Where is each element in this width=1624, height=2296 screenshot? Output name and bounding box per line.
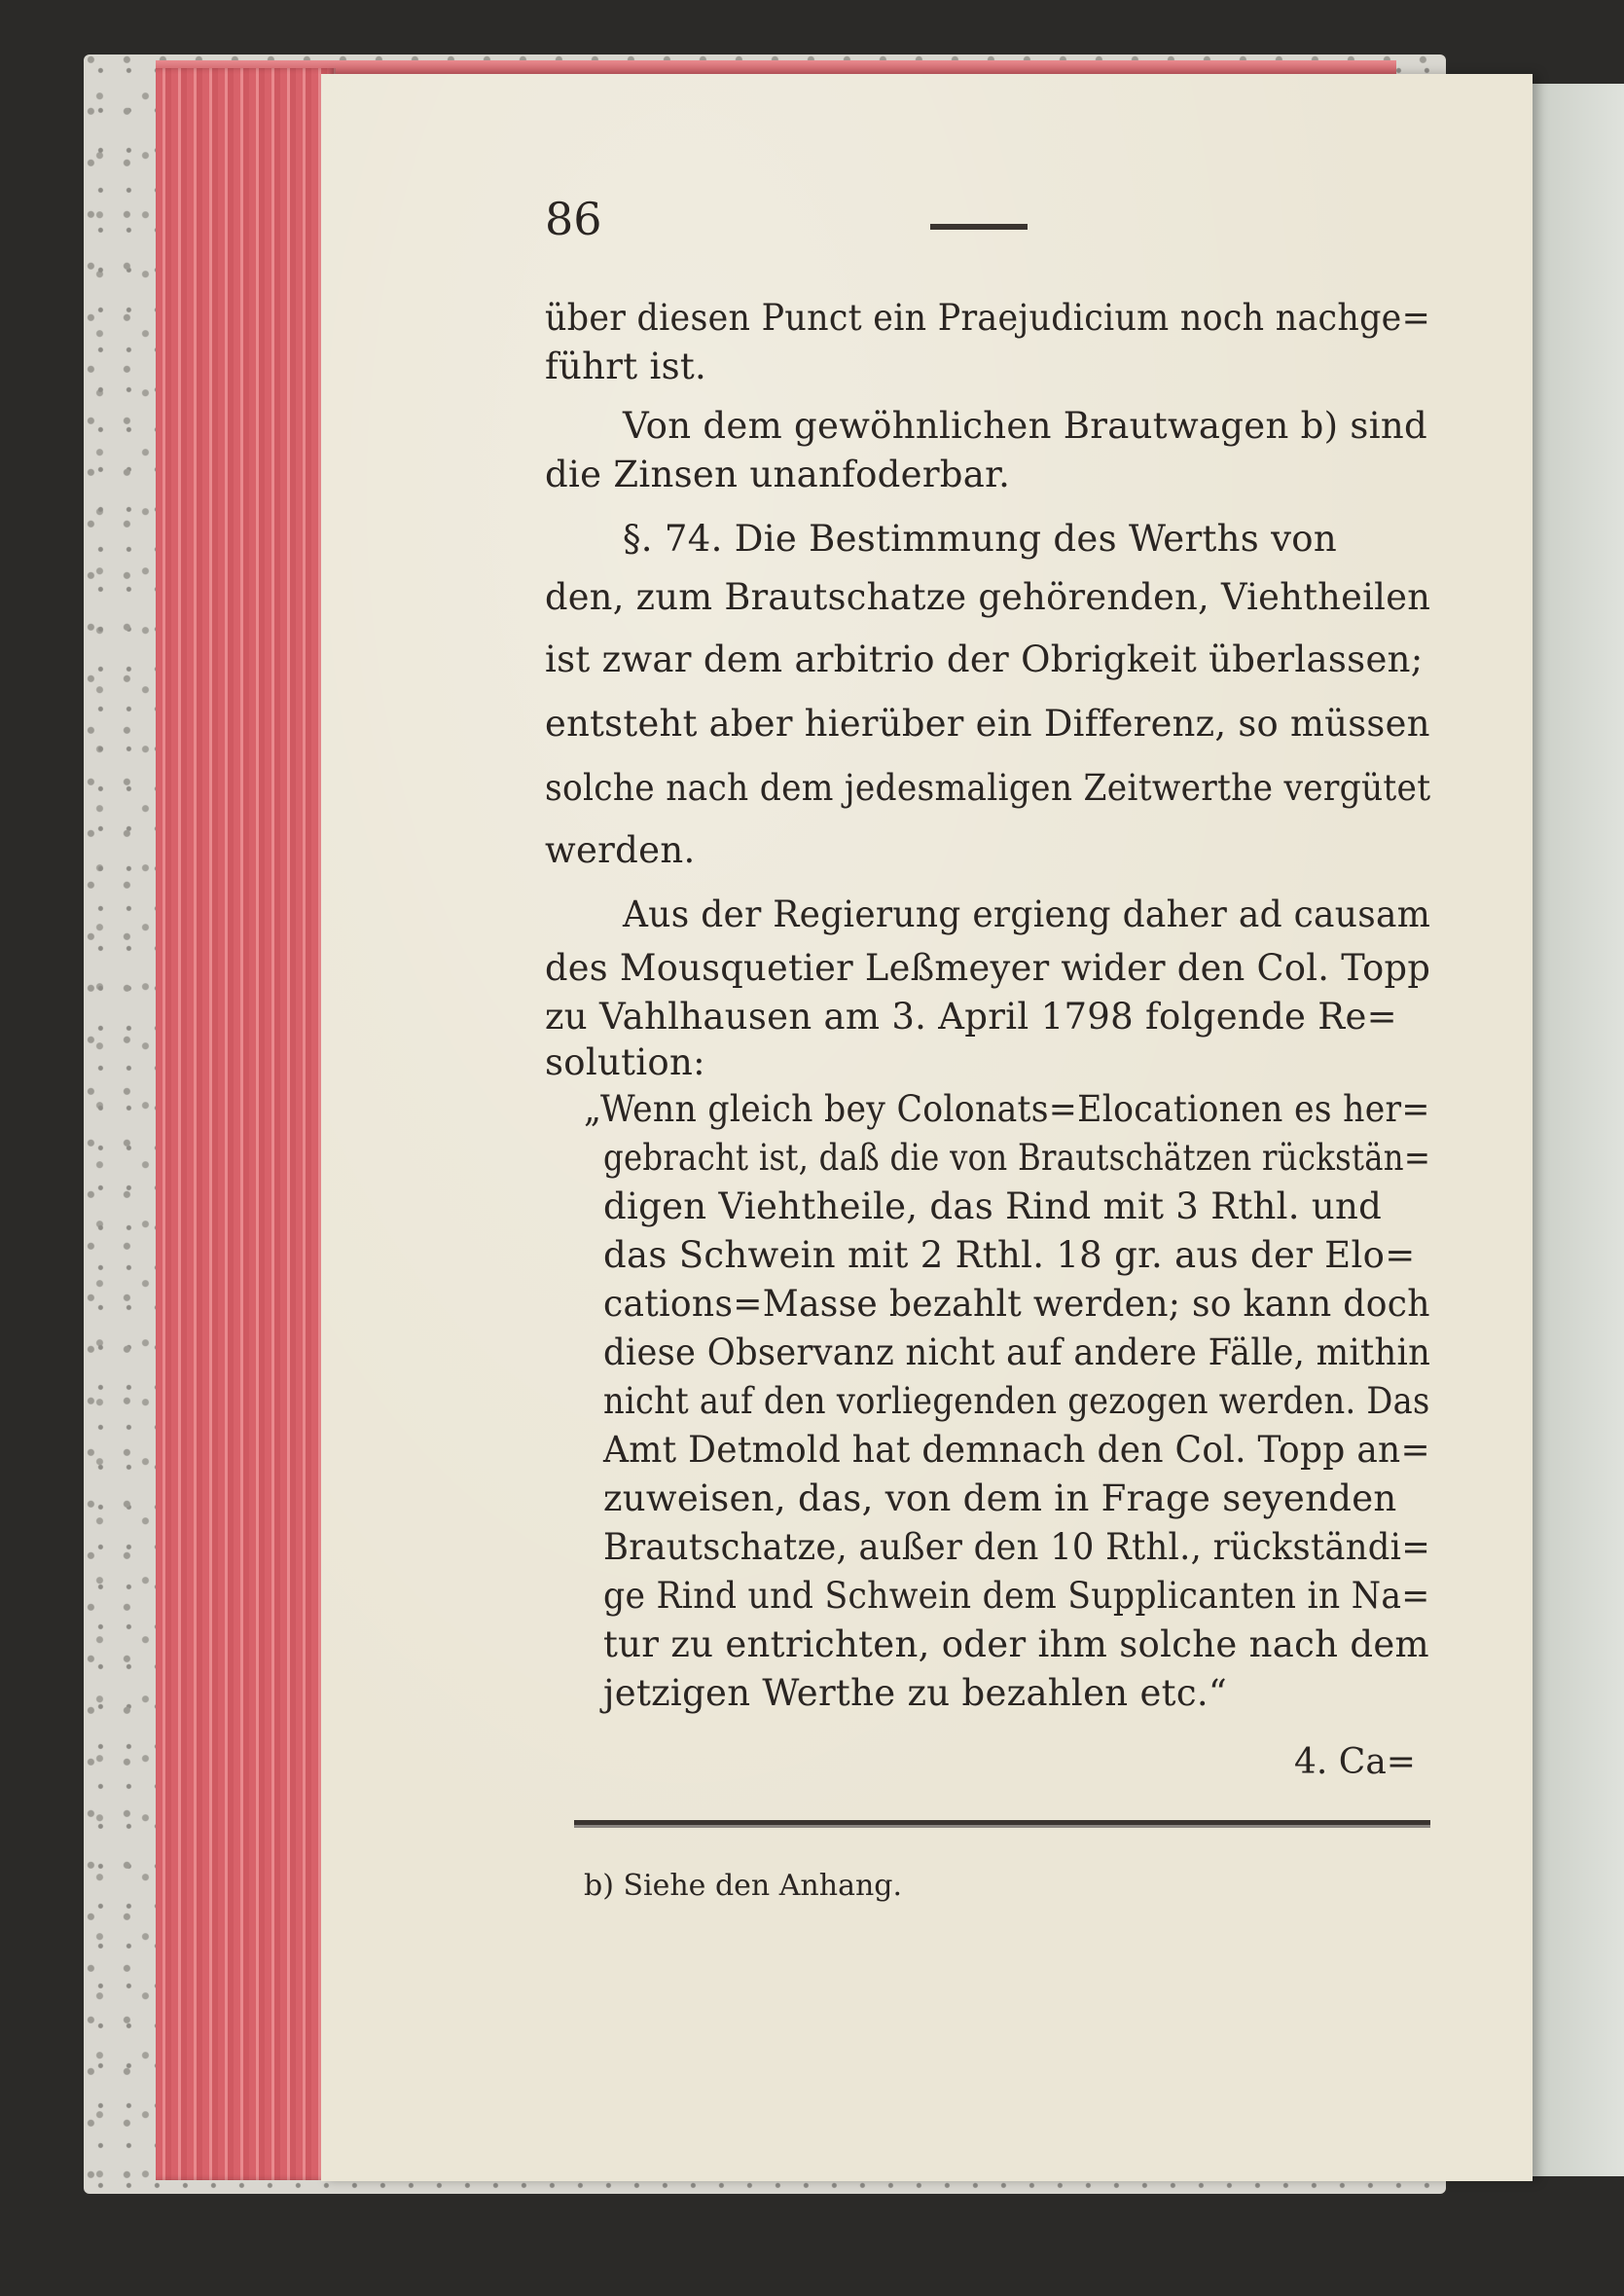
text-line: werden. bbox=[545, 829, 696, 871]
page-number: 86 bbox=[545, 193, 602, 245]
text-line: zuweisen, das, von dem in Frage seyenden bbox=[603, 1477, 1397, 1519]
text-line: die Zinsen unanfoderbar. bbox=[545, 454, 1011, 495]
text-line: führt ist. bbox=[545, 346, 707, 387]
page-edge-top bbox=[156, 60, 1396, 74]
text-line: Brautschatze, außer den 10 Rthl., rückständi= bbox=[603, 1526, 1431, 1568]
text-line: des Mousquetier Leßmeyer wider den Col. Topp bbox=[545, 947, 1431, 989]
text-line: ist zwar dem arbitrio der Obrigkeit überlassen; bbox=[545, 638, 1424, 680]
text-line: den, zum Brautschatze gehörenden, Viehtheilen bbox=[545, 576, 1431, 618]
text-line: digen Viehtheile, das Rind mit 3 Rthl. und bbox=[603, 1185, 1383, 1227]
text-line: nicht auf den vorliegenden gezogen werden. Das bbox=[603, 1380, 1430, 1422]
header-ornament bbox=[930, 224, 1028, 230]
catchword: 4. Ca= bbox=[1294, 1742, 1416, 1782]
text-line: das Schwein mit 2 Rthl. 18 gr. aus der Elo= bbox=[603, 1234, 1416, 1276]
text-line: Amt Detmold hat demnach den Col. Topp an= bbox=[603, 1429, 1430, 1471]
text-line: jetzigen Werthe zu bezahlen etc.“ bbox=[603, 1672, 1228, 1714]
text-line: diese Observanz nicht auf andere Fälle, mithin bbox=[603, 1331, 1431, 1373]
text-line: solution: bbox=[545, 1041, 705, 1083]
text-line: tur zu entrichten, oder ihm solche nach dem bbox=[603, 1623, 1429, 1665]
text-line: gebracht ist, daß die von Brautschätzen rückstän= bbox=[603, 1137, 1431, 1179]
text-line: §. 74. Die Bestimmung des Werths von bbox=[623, 518, 1338, 560]
text-line: Aus der Regierung ergieng daher ad causam bbox=[623, 893, 1431, 935]
facing-page-edge bbox=[1518, 84, 1624, 2176]
text-line: zu Vahlhausen am 3. April 1798 folgende Re= bbox=[545, 996, 1397, 1038]
red-page-edges bbox=[156, 68, 336, 2180]
text-line: cations=Masse bezahlt werden; so kann doch bbox=[603, 1283, 1430, 1325]
text-line: Von dem gewöhnlichen Brautwagen b) sind bbox=[623, 405, 1427, 447]
text-line: entsteht aber hierüber ein Differenz, so müssen bbox=[545, 703, 1430, 745]
footnote: b) Siehe den Anhang. bbox=[584, 1869, 903, 1903]
text-line: über diesen Punct ein Praejudicium noch nachge= bbox=[545, 297, 1431, 339]
text-line: „Wenn gleich bey Colonats=Elocationen es her= bbox=[584, 1088, 1430, 1130]
text-line: solche nach dem jedesmaligen Zeitwerthe vergütet bbox=[545, 767, 1431, 809]
footnote-rule bbox=[574, 1820, 1430, 1825]
text-line: ge Rind und Schwein dem Supplicanten in Na= bbox=[603, 1575, 1430, 1617]
